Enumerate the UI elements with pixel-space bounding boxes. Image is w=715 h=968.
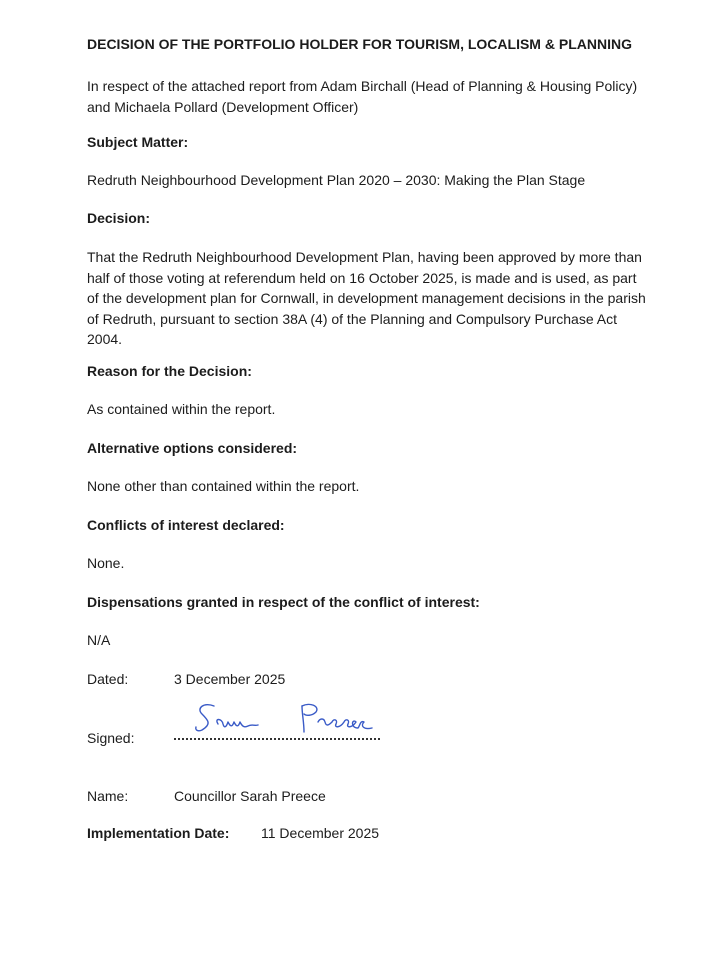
name-value: Councillor Sarah Preece <box>174 788 326 804</box>
decision-heading: Decision: <box>87 210 151 226</box>
dated-label: Dated: <box>87 671 129 687</box>
dispensations-text: N/A <box>87 632 111 648</box>
dated-value: 3 December 2025 <box>174 671 286 687</box>
signed-label: Signed: <box>87 730 135 746</box>
subject-text: Redruth Neighbourhood Development Plan 2020 – 2030: Making the Plan Stage <box>87 172 586 188</box>
document-title: DECISION OF THE PORTFOLIO HOLDER FOR TOURISM, LOCALISM & PLANNING <box>87 36 632 52</box>
reason-text: As contained within the report. <box>87 401 276 417</box>
dispensations-heading: Dispensations granted in respect of the conflict of interest: <box>87 594 480 610</box>
name-label: Name: <box>87 788 129 804</box>
reason-heading: Reason for the Decision: <box>87 363 252 379</box>
conflicts-text: None. <box>87 555 125 571</box>
implementation-value: 11 December 2025 <box>261 825 380 841</box>
implementation-label: Implementation Date: <box>87 825 230 841</box>
subject-heading: Subject Matter: <box>87 134 189 150</box>
handwritten-signature <box>192 700 382 740</box>
alternatives-text: None other than contained within the report. <box>87 478 360 494</box>
intro-paragraph: In respect of the attached report from Adam Birchall (Head of Planning & Housing Policy) and Michaela Pollard (Development Officer) <box>87 78 638 115</box>
conflicts-heading: Conflicts of interest declared: <box>87 517 285 533</box>
decision-text: That the Redruth Neighbourhood Development Plan, having been approved by more than half of those voting at referendum held on 16 October 2025, is made and is used, as part of the development plan for Cornwall, in development management decisions in the parish of Redruth, pursuant to section 38A (4) of the Planning and Compulsory Purchase Act 2004. <box>87 249 646 347</box>
alternatives-heading: Alternative options considered: <box>87 440 298 456</box>
